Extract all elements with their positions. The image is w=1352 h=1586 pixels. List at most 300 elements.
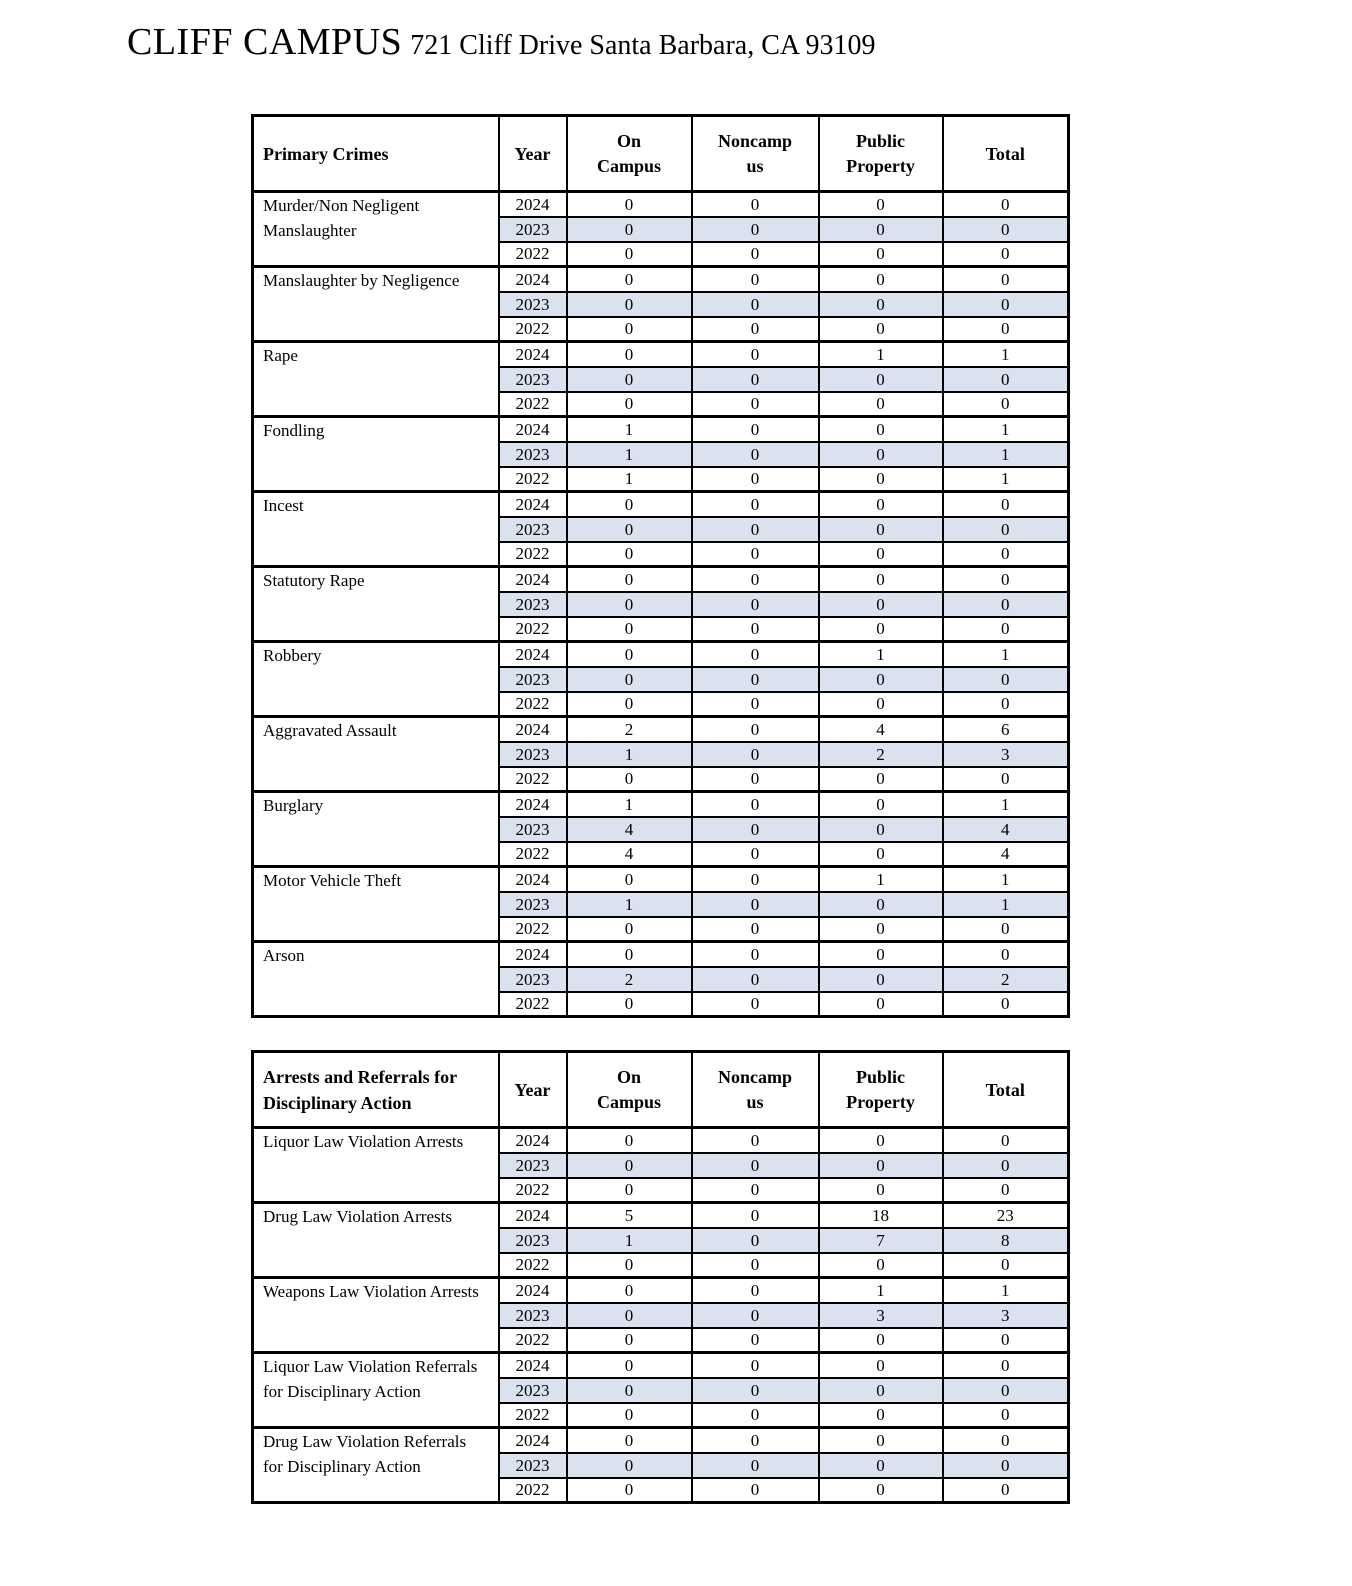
- column-header-label: Year: [514, 1079, 551, 1100]
- value-cell-on-campus: 2: [567, 717, 692, 742]
- category-cell: Weapons Law Violation Arrests: [253, 1278, 499, 1353]
- category-group: [253, 417, 1069, 492]
- table-row: [253, 717, 1069, 742]
- value-cell-noncampus: 0: [692, 342, 819, 367]
- value-cell-public-property: 3: [819, 1303, 943, 1328]
- year-cell: 2023: [499, 517, 567, 542]
- value-cell-public-property: 1: [819, 1278, 943, 1303]
- value-cell-total: 0: [943, 517, 1069, 542]
- value-cell-on-campus: 0: [567, 542, 692, 567]
- value-cell-public-property: 0: [819, 792, 943, 817]
- value-cell-public-property: 0: [819, 492, 943, 517]
- table-row: [253, 192, 1069, 217]
- column-header-label: Total: [985, 143, 1025, 164]
- value-cell-noncampus: 0: [692, 917, 819, 942]
- value-cell-total: 1: [943, 1278, 1069, 1303]
- value-cell-public-property: 0: [819, 242, 943, 267]
- value-cell-public-property: 0: [819, 1253, 943, 1278]
- column-header-label: Noncampus: [717, 130, 792, 176]
- value-cell-public-property: 0: [819, 692, 943, 717]
- value-cell-total: 0: [943, 542, 1069, 567]
- value-cell-on-campus: 0: [567, 1428, 692, 1453]
- value-cell-noncampus: 0: [692, 1328, 819, 1353]
- value-cell-public-property: 0: [819, 817, 943, 842]
- category-cell: Murder/Non Negligent Manslaughter: [253, 192, 499, 267]
- value-cell-total: 3: [943, 742, 1069, 767]
- table-title-header: Arrests and Referrals for Disciplinary Action: [253, 1052, 499, 1128]
- year-cell: 2024: [499, 792, 567, 817]
- value-cell-total: 23: [943, 1203, 1069, 1228]
- category-group: [253, 492, 1069, 567]
- value-cell-noncampus: 0: [692, 792, 819, 817]
- value-cell-total: 0: [943, 492, 1069, 517]
- value-cell-public-property: 0: [819, 892, 943, 917]
- value-cell-public-property: 0: [819, 842, 943, 867]
- value-cell-total: 2: [943, 967, 1069, 992]
- value-cell-public-property: 0: [819, 267, 943, 292]
- column-header-label: Public Property: [846, 1066, 915, 1112]
- value-cell-total: 0: [943, 1253, 1069, 1278]
- table-row: [253, 417, 1069, 442]
- year-cell: 2023: [499, 1228, 567, 1253]
- value-cell-noncampus: 0: [692, 492, 819, 517]
- value-cell-noncampus: 0: [692, 1228, 819, 1253]
- year-cell: 2022: [499, 692, 567, 717]
- value-cell-public-property: 0: [819, 917, 943, 942]
- year-cell: 2024: [499, 342, 567, 367]
- value-cell-total: 8: [943, 1228, 1069, 1253]
- value-cell-noncampus: 0: [692, 992, 819, 1017]
- value-cell-total: 0: [943, 1128, 1069, 1153]
- column-header-public-property: [819, 1052, 943, 1128]
- year-cell: 2022: [499, 1328, 567, 1353]
- table-row: [253, 867, 1069, 892]
- value-cell-on-campus: 0: [567, 692, 692, 717]
- value-cell-noncampus: 0: [692, 567, 819, 592]
- value-cell-on-campus: 0: [567, 1453, 692, 1478]
- value-cell-on-campus: 1: [567, 442, 692, 467]
- value-cell-noncampus: 0: [692, 242, 819, 267]
- value-cell-total: 1: [943, 642, 1069, 667]
- table-title-header: Primary Crimes: [253, 116, 499, 192]
- table-row: [253, 342, 1069, 367]
- category-group: [253, 1428, 1069, 1503]
- year-cell: 2024: [499, 1128, 567, 1153]
- value-cell-noncampus: 0: [692, 967, 819, 992]
- value-cell-noncampus: 0: [692, 617, 819, 642]
- year-cell: 2023: [499, 442, 567, 467]
- year-cell: 2022: [499, 1478, 567, 1503]
- column-header-label: Total: [985, 1079, 1025, 1100]
- year-cell: 2024: [499, 642, 567, 667]
- value-cell-public-property: 0: [819, 767, 943, 792]
- tables-area: [251, 114, 1352, 1504]
- value-cell-noncampus: 0: [692, 1478, 819, 1503]
- value-cell-total: 0: [943, 1153, 1069, 1178]
- table-row: [253, 642, 1069, 667]
- year-cell: 2024: [499, 867, 567, 892]
- category-group: [253, 1203, 1069, 1278]
- value-cell-public-property: 0: [819, 1403, 943, 1428]
- value-cell-public-property: 0: [819, 1453, 943, 1478]
- year-cell: 2023: [499, 1303, 567, 1328]
- value-cell-total: 4: [943, 842, 1069, 867]
- value-cell-public-property: 7: [819, 1228, 943, 1253]
- value-cell-total: 0: [943, 192, 1069, 217]
- column-header-label: On Campus: [596, 1066, 662, 1112]
- category-group: [253, 867, 1069, 942]
- year-cell: 2023: [499, 967, 567, 992]
- value-cell-on-campus: 1: [567, 792, 692, 817]
- category-cell: Motor Vehicle Theft: [253, 867, 499, 942]
- value-cell-total: 0: [943, 692, 1069, 717]
- value-cell-total: 4: [943, 817, 1069, 842]
- value-cell-noncampus: 0: [692, 317, 819, 342]
- value-cell-public-property: 18: [819, 1203, 943, 1228]
- value-cell-public-property: 0: [819, 942, 943, 967]
- value-cell-noncampus: 0: [692, 1203, 819, 1228]
- value-cell-public-property: 1: [819, 642, 943, 667]
- value-cell-public-property: 0: [819, 1378, 943, 1403]
- column-header-total: [943, 1052, 1069, 1128]
- value-cell-noncampus: 0: [692, 667, 819, 692]
- value-cell-noncampus: 0: [692, 1178, 819, 1203]
- year-cell: 2022: [499, 317, 567, 342]
- value-cell-total: 0: [943, 1178, 1069, 1203]
- value-cell-on-campus: 1: [567, 417, 692, 442]
- value-cell-total: 0: [943, 242, 1069, 267]
- year-cell: 2023: [499, 667, 567, 692]
- value-cell-public-property: 0: [819, 567, 943, 592]
- value-cell-total: 1: [943, 417, 1069, 442]
- value-cell-public-property: 0: [819, 192, 943, 217]
- value-cell-on-campus: 0: [567, 1478, 692, 1503]
- value-cell-total: 3: [943, 1303, 1069, 1328]
- value-cell-noncampus: 0: [692, 417, 819, 442]
- value-cell-total: 6: [943, 717, 1069, 742]
- value-cell-total: 0: [943, 1428, 1069, 1453]
- value-cell-total: 0: [943, 392, 1069, 417]
- category-group: [253, 642, 1069, 717]
- value-cell-on-campus: 0: [567, 592, 692, 617]
- value-cell-total: 1: [943, 442, 1069, 467]
- year-cell: 2024: [499, 717, 567, 742]
- value-cell-on-campus: 0: [567, 292, 692, 317]
- value-cell-total: 1: [943, 467, 1069, 492]
- value-cell-on-campus: 0: [567, 192, 692, 217]
- category-group: [253, 792, 1069, 867]
- table-row: [253, 1278, 1069, 1303]
- value-cell-noncampus: 0: [692, 942, 819, 967]
- year-cell: 2024: [499, 1203, 567, 1228]
- column-header-total: [943, 116, 1069, 192]
- value-cell-noncampus: 0: [692, 767, 819, 792]
- year-cell: 2022: [499, 917, 567, 942]
- value-cell-on-campus: 0: [567, 917, 692, 942]
- category-cell: Drug Law Violation Arrests: [253, 1203, 499, 1278]
- campus-address: 721 Cliff Drive Santa Barbara, CA 93109: [410, 30, 876, 61]
- column-header-noncampus: [692, 1052, 819, 1128]
- category-group: [253, 342, 1069, 417]
- year-cell: 2023: [499, 592, 567, 617]
- column-header-on-campus: [567, 116, 692, 192]
- year-cell: 2023: [499, 1153, 567, 1178]
- value-cell-on-campus: 5: [567, 1203, 692, 1228]
- column-header-on-campus: [567, 1052, 692, 1128]
- header-row: [253, 1052, 1069, 1128]
- year-cell: 2023: [499, 742, 567, 767]
- value-cell-noncampus: 0: [692, 467, 819, 492]
- value-cell-public-property: 0: [819, 967, 943, 992]
- value-cell-total: 0: [943, 1328, 1069, 1353]
- category-group: [253, 267, 1069, 342]
- value-cell-total: 0: [943, 367, 1069, 392]
- value-cell-public-property: 0: [819, 1328, 943, 1353]
- category-cell: Statutory Rape: [253, 567, 499, 642]
- value-cell-total: 0: [943, 917, 1069, 942]
- category-group: [253, 1353, 1069, 1428]
- primary-crimes-table: [251, 114, 1070, 1018]
- value-cell-on-campus: 0: [567, 317, 692, 342]
- year-cell: 2022: [499, 1178, 567, 1203]
- table-row: [253, 942, 1069, 967]
- value-cell-public-property: 1: [819, 342, 943, 367]
- value-cell-on-campus: 0: [567, 1328, 692, 1353]
- value-cell-total: 0: [943, 992, 1069, 1017]
- value-cell-noncampus: 0: [692, 292, 819, 317]
- category-cell: Burglary: [253, 792, 499, 867]
- value-cell-public-property: 0: [819, 617, 943, 642]
- value-cell-on-campus: 0: [567, 942, 692, 967]
- value-cell-public-property: 0: [819, 1178, 943, 1203]
- value-cell-on-campus: 0: [567, 217, 692, 242]
- value-cell-total: 0: [943, 567, 1069, 592]
- category-group: [253, 1278, 1069, 1353]
- value-cell-on-campus: 0: [567, 392, 692, 417]
- category-cell: Incest: [253, 492, 499, 567]
- value-cell-public-property: 0: [819, 517, 943, 542]
- value-cell-public-property: 0: [819, 542, 943, 567]
- value-cell-noncampus: 0: [692, 267, 819, 292]
- value-cell-public-property: 0: [819, 1153, 943, 1178]
- value-cell-total: 1: [943, 892, 1069, 917]
- column-header-label: Public Property: [846, 130, 915, 176]
- column-header-year: [499, 1052, 567, 1128]
- value-cell-public-property: 0: [819, 292, 943, 317]
- year-cell: 2022: [499, 992, 567, 1017]
- value-cell-on-campus: 0: [567, 1278, 692, 1303]
- value-cell-on-campus: 2: [567, 967, 692, 992]
- value-cell-total: 0: [943, 617, 1069, 642]
- value-cell-on-campus: 0: [567, 1303, 692, 1328]
- column-header-public-property: [819, 116, 943, 192]
- value-cell-noncampus: 0: [692, 717, 819, 742]
- value-cell-noncampus: 0: [692, 442, 819, 467]
- value-cell-total: 1: [943, 867, 1069, 892]
- value-cell-on-campus: 0: [567, 517, 692, 542]
- year-cell: 2024: [499, 942, 567, 967]
- year-cell: 2022: [499, 767, 567, 792]
- category-cell: Drug Law Violation Referrals for Disciplinary Action: [253, 1428, 499, 1503]
- value-cell-noncampus: 0: [692, 517, 819, 542]
- value-cell-total: 0: [943, 767, 1069, 792]
- table-row: [253, 1353, 1069, 1378]
- column-header-label: Year: [514, 143, 551, 164]
- value-cell-on-campus: 4: [567, 842, 692, 867]
- year-cell: 2023: [499, 217, 567, 242]
- value-cell-total: 0: [943, 1403, 1069, 1428]
- arrests-and-referrals-table: [251, 1050, 1070, 1504]
- category-group: [253, 942, 1069, 1017]
- category-cell: Rape: [253, 342, 499, 417]
- year-cell: 2024: [499, 1428, 567, 1453]
- year-cell: 2024: [499, 1278, 567, 1303]
- year-cell: 2022: [499, 842, 567, 867]
- value-cell-on-campus: 0: [567, 267, 692, 292]
- value-cell-on-campus: 0: [567, 367, 692, 392]
- campus-name: CLIFF CAMPUS: [127, 21, 403, 63]
- year-cell: 2024: [499, 417, 567, 442]
- value-cell-noncampus: 0: [692, 1278, 819, 1303]
- value-cell-public-property: 0: [819, 417, 943, 442]
- value-cell-on-campus: 0: [567, 767, 692, 792]
- value-cell-on-campus: 0: [567, 992, 692, 1017]
- year-cell: 2023: [499, 1453, 567, 1478]
- column-header-label: On Campus: [596, 130, 662, 176]
- value-cell-on-campus: 0: [567, 1353, 692, 1378]
- category-cell: Liquor Law Violation Referrals for Disciplinary Action: [253, 1353, 499, 1428]
- value-cell-noncampus: 0: [692, 1353, 819, 1378]
- table-row: [253, 1428, 1069, 1453]
- value-cell-public-property: 0: [819, 317, 943, 342]
- table-row: [253, 792, 1069, 817]
- year-cell: 2023: [499, 892, 567, 917]
- value-cell-on-campus: 0: [567, 617, 692, 642]
- value-cell-on-campus: 0: [567, 1128, 692, 1153]
- year-cell: 2024: [499, 1353, 567, 1378]
- table-row: [253, 1128, 1069, 1153]
- value-cell-public-property: 0: [819, 467, 943, 492]
- value-cell-public-property: 0: [819, 217, 943, 242]
- value-cell-noncampus: 0: [692, 367, 819, 392]
- year-cell: 2022: [499, 1253, 567, 1278]
- column-header-label: Noncampus: [717, 1066, 792, 1112]
- year-cell: 2024: [499, 567, 567, 592]
- year-cell: 2024: [499, 492, 567, 517]
- year-cell: 2024: [499, 267, 567, 292]
- value-cell-noncampus: 0: [692, 867, 819, 892]
- value-cell-noncampus: 0: [692, 192, 819, 217]
- value-cell-noncampus: 0: [692, 392, 819, 417]
- year-cell: 2023: [499, 292, 567, 317]
- year-cell: 2022: [499, 242, 567, 267]
- value-cell-total: 0: [943, 1453, 1069, 1478]
- value-cell-on-campus: 0: [567, 667, 692, 692]
- value-cell-public-property: 1: [819, 867, 943, 892]
- value-cell-noncampus: 0: [692, 1128, 819, 1153]
- value-cell-total: 0: [943, 942, 1069, 967]
- year-cell: 2023: [499, 1378, 567, 1403]
- value-cell-public-property: 0: [819, 1353, 943, 1378]
- table-row: [253, 492, 1069, 517]
- value-cell-total: 0: [943, 1378, 1069, 1403]
- value-cell-on-campus: 1: [567, 1228, 692, 1253]
- page-header: [0, 0, 1352, 64]
- value-cell-on-campus: 0: [567, 867, 692, 892]
- value-cell-total: 1: [943, 342, 1069, 367]
- year-cell: 2022: [499, 467, 567, 492]
- value-cell-noncampus: 0: [692, 1378, 819, 1403]
- value-cell-on-campus: 0: [567, 1378, 692, 1403]
- value-cell-on-campus: 0: [567, 492, 692, 517]
- year-cell: 2023: [499, 367, 567, 392]
- category-cell: Liquor Law Violation Arrests: [253, 1128, 499, 1203]
- value-cell-noncampus: 0: [692, 742, 819, 767]
- value-cell-public-property: 0: [819, 1128, 943, 1153]
- value-cell-on-campus: 0: [567, 242, 692, 267]
- value-cell-on-campus: 0: [567, 1178, 692, 1203]
- value-cell-on-campus: 0: [567, 1253, 692, 1278]
- value-cell-total: 0: [943, 217, 1069, 242]
- value-cell-total: 0: [943, 667, 1069, 692]
- value-cell-public-property: 0: [819, 367, 943, 392]
- value-cell-on-campus: 0: [567, 342, 692, 367]
- category-group: [253, 192, 1069, 267]
- category-group: [253, 1128, 1069, 1203]
- value-cell-public-property: 0: [819, 592, 943, 617]
- value-cell-noncampus: 0: [692, 1453, 819, 1478]
- value-cell-noncampus: 0: [692, 1153, 819, 1178]
- column-header-year: [499, 116, 567, 192]
- value-cell-noncampus: 0: [692, 1428, 819, 1453]
- category-cell: Robbery: [253, 642, 499, 717]
- value-cell-public-property: 0: [819, 1428, 943, 1453]
- year-cell: 2022: [499, 392, 567, 417]
- table-row: [253, 1203, 1069, 1228]
- value-cell-on-campus: 0: [567, 567, 692, 592]
- value-cell-public-property: 0: [819, 442, 943, 467]
- value-cell-noncampus: 0: [692, 1303, 819, 1328]
- value-cell-public-property: 0: [819, 992, 943, 1017]
- year-cell: 2024: [499, 192, 567, 217]
- table-row: [253, 567, 1069, 592]
- value-cell-public-property: 4: [819, 717, 943, 742]
- value-cell-public-property: 0: [819, 667, 943, 692]
- category-cell: Manslaughter by Negligence: [253, 267, 499, 342]
- value-cell-on-campus: 4: [567, 817, 692, 842]
- column-header-noncampus: [692, 116, 819, 192]
- year-cell: 2022: [499, 1403, 567, 1428]
- value-cell-total: 0: [943, 1353, 1069, 1378]
- value-cell-on-campus: 0: [567, 1153, 692, 1178]
- category-cell: Arson: [253, 942, 499, 1017]
- value-cell-noncampus: 0: [692, 842, 819, 867]
- value-cell-total: 0: [943, 1478, 1069, 1503]
- year-cell: 2023: [499, 817, 567, 842]
- value-cell-total: 1: [943, 792, 1069, 817]
- value-cell-noncampus: 0: [692, 817, 819, 842]
- value-cell-noncampus: 0: [692, 642, 819, 667]
- value-cell-noncampus: 0: [692, 1403, 819, 1428]
- table-row: [253, 267, 1069, 292]
- value-cell-on-campus: 1: [567, 742, 692, 767]
- category-group: [253, 717, 1069, 792]
- value-cell-noncampus: 0: [692, 592, 819, 617]
- value-cell-on-campus: 1: [567, 467, 692, 492]
- value-cell-total: 0: [943, 292, 1069, 317]
- year-cell: 2022: [499, 617, 567, 642]
- value-cell-total: 0: [943, 317, 1069, 342]
